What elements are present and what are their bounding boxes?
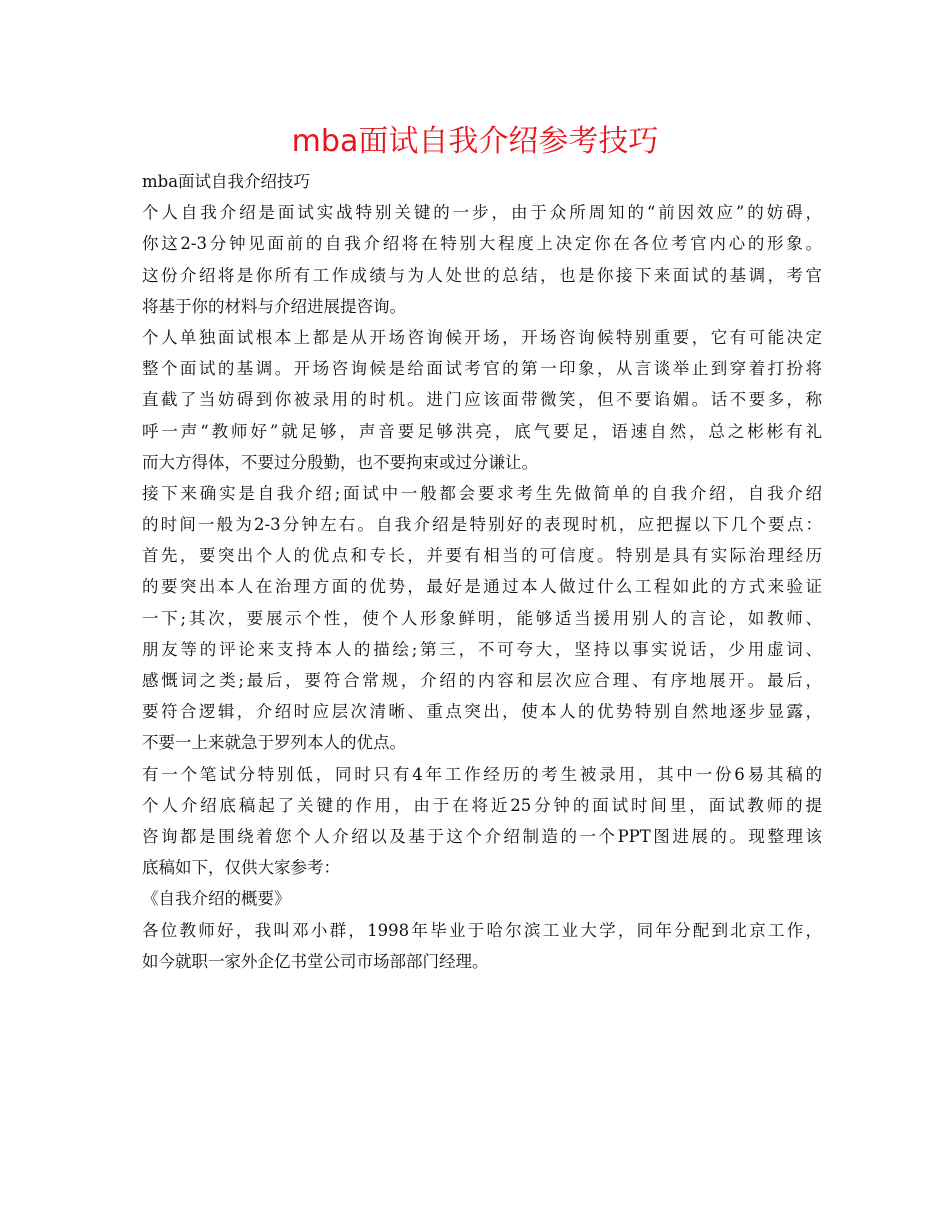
text-line: 各位教师好，我叫邓小群，1998年毕业于哈尔滨工业大学，同年分配到北京工作， (142, 920, 822, 940)
text-line: mba面试自我介绍技巧 (142, 172, 311, 191)
text-line: 要符合逻辑，介绍时应层次清晰、重点突出，使本人的优势特别自然地逐步显露， (142, 702, 822, 722)
text-line: 感慨词之类;最后，要符合常规，介绍的内容和层次应合理、有序地展开。最后， (142, 671, 822, 690)
text-line: 有一个笔试分特别低，同时只有4年工作经历的考生被录用，其中一份6易其稿的 (142, 764, 822, 784)
text-line: 底稿如下，仅供大家参考： (142, 858, 340, 878)
text-line: 整个面试的基调。开场咨询候是给面试考官的第一印象，从言谈举止到穿着打扮将 (142, 359, 822, 379)
text-line: 《自我介绍的概要》 (142, 889, 291, 909)
text-line: 的时间一般为2-3分钟左右。自我介绍是特别好的表现时机，应把握以下几个要点： (142, 515, 822, 535)
text-line: 如今就职一家外企亿书堂公司市场部部门经理。 (142, 951, 489, 971)
text-line: 个人单独面试根本上都是从开场咨询候开场，开场咨询候特别重要，它有可能决定 (142, 327, 822, 347)
text-line: 接下来确实是自我介绍;面试中一般都会要求考生先做简单的自我介绍，自我介绍 (142, 483, 822, 503)
text-line: 首先，要突出个人的优点和专长，并要有相当的可信度。特别是具有实际治理经历 (142, 546, 822, 566)
text-line: 而大方得体，不要过分殷勤，也不要拘束或过分谦让。 (142, 452, 538, 472)
text-line: 朋友等的评论来支持本人的描绘;第三，不可夸大，坚持以事实说话，少用虚词、 (142, 639, 822, 659)
text-line: 的要突出本人在治理方面的优势，最好是通过本人做过什么工程如此的方式来验证 (142, 577, 822, 597)
document-title: mba面试自我介绍参考技巧 (291, 124, 659, 159)
text-line: 将基于你的材料与介绍进展提咨询。 (142, 296, 406, 316)
text-line: 不要一上来就急于罗列本人的优点。 (142, 733, 406, 753)
text-line: 你这2-3分钟见面前的自我介绍将在特别大程度上决定你在各位考官内心的形象。 (142, 234, 822, 254)
text-line: 咨询都是围绕着您个人介绍以及基于这个介绍制造的一个PPT图进展的。现整理该 (142, 826, 822, 846)
text-line: 个人介绍底稿起了关键的作用，由于在将近25分钟的面试时间里，面试教师的提 (142, 795, 822, 815)
text-line: 呼一声“教师好”就足够，声音要足够洪亮，底气要足，语速自然，总之彬彬有礼 (142, 421, 822, 441)
text-line: 直截了当妨碍到你被录用的时机。进门应该面带微笑，但不要谄媚。话不要多，称 (142, 390, 822, 410)
document-body (142, 166, 822, 977)
text-line: 个人自我介绍是面试实战特别关键的一步，由于众所周知的“前因效应”的妨碍， (142, 203, 822, 223)
text-line: 一下;其次，要展示个性，使个人形象鲜明，能够适当援用别人的言论，如教师、 (142, 608, 822, 628)
text-line: 这份介绍将是你所有工作成绩与为人处世的总结，也是你接下来面试的基调，考官 (142, 265, 822, 285)
